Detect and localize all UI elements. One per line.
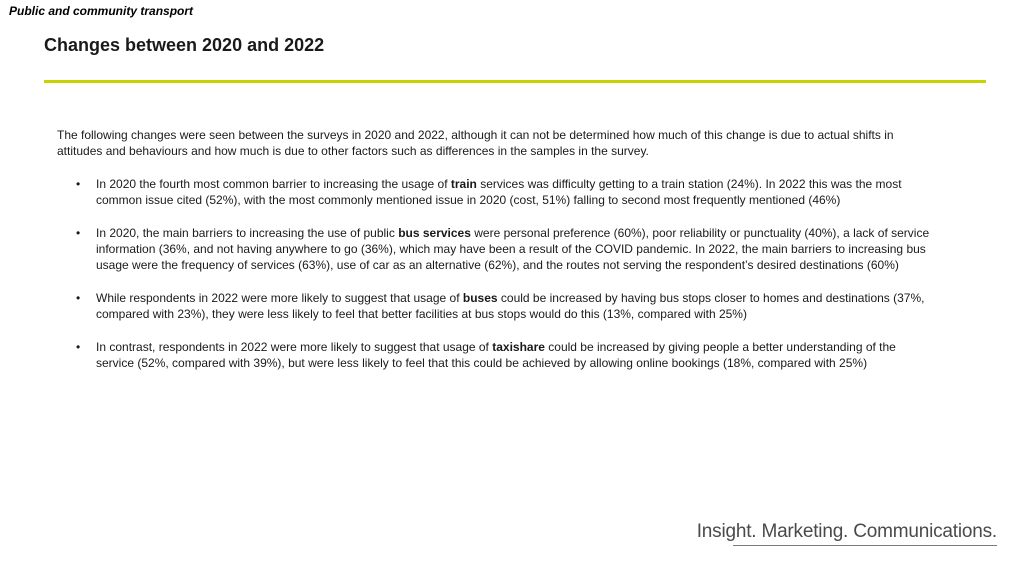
bullet-dot-icon: • [76,340,81,354]
content-body [57,127,932,388]
bullet-dot-icon: • [76,226,81,240]
bullet-text-bold: taxishare [492,340,545,354]
bullet-text-bold: bus services [398,226,471,240]
logo-underline [733,545,997,546]
bullet-text-after: services was difficulty getting to a train station (24%). In 2022 this was the most common issue cited (52%), with the most commonly mentioned issue in 2020 (cost, 51%) falling to second most frequently mentioned (46%) [96,177,902,207]
bullet-text-before: While respondents in 2022 were more likely to suggest that usage of [96,291,463,305]
bullet-text-bold: buses [462,291,498,305]
bullet-text-after: could be increased by giving people a better understanding of the service (52%, compared with 39%), but were less likely to feel that this could be achieved by allowing online bookings (18%, compared with 25%) [96,340,896,370]
bullet-item-taxishare [57,339,932,371]
bullet-dot-icon: • [76,177,81,191]
intro-paragraph: The following changes were seen between the surveys in 2020 and 2022, although it can not be determined how much of this change is due to actual shifts in attitudes and behaviours and how much is due to other factors such as differences in the samples in the survey. [57,128,894,158]
bullet-text-before: In 2020 the fourth most common barrier to increasing the usage of [96,177,451,191]
bullet-text-before: In 2020, the main barriers to increasing the use of public [96,226,399,240]
bullet-text-after: could be increased by having bus stops closer to homes and destinations (37%, compared with 23%), they were less likely to feel that better facilities at bus stops would do this (13%, compared with 25%) [96,291,925,321]
bullet-list [57,176,932,371]
title-divider [44,80,986,83]
bullet-item-buses [57,290,932,322]
bullet-dot-icon: • [76,291,81,305]
company-logo: Insight. Marketing. Communications. [696,521,997,542]
bullet-item-bus-services [57,225,932,273]
bullet-text-bold: train [450,177,477,191]
bullet-text-after: were personal preference (60%), poor reliability or punctuality (40%), a lack of service information (36%, and not having anywhere to go (36%), which may have been a result of the COVID pandemic. In 2022, the main barriers to increasing bus usage were the frequency of services (63%), use of car as an alternative (62%), and the routes not serving the respondent’s desired destinations (60%) [96,226,930,272]
bullet-text-before: In contrast, respondents in 2022 were more likely to suggest that usage of [96,340,493,354]
bullet-item-train [57,176,932,208]
section-label: Public and community transport [9,4,194,18]
page-title: Changes between 2020 and 2022 [44,35,325,55]
